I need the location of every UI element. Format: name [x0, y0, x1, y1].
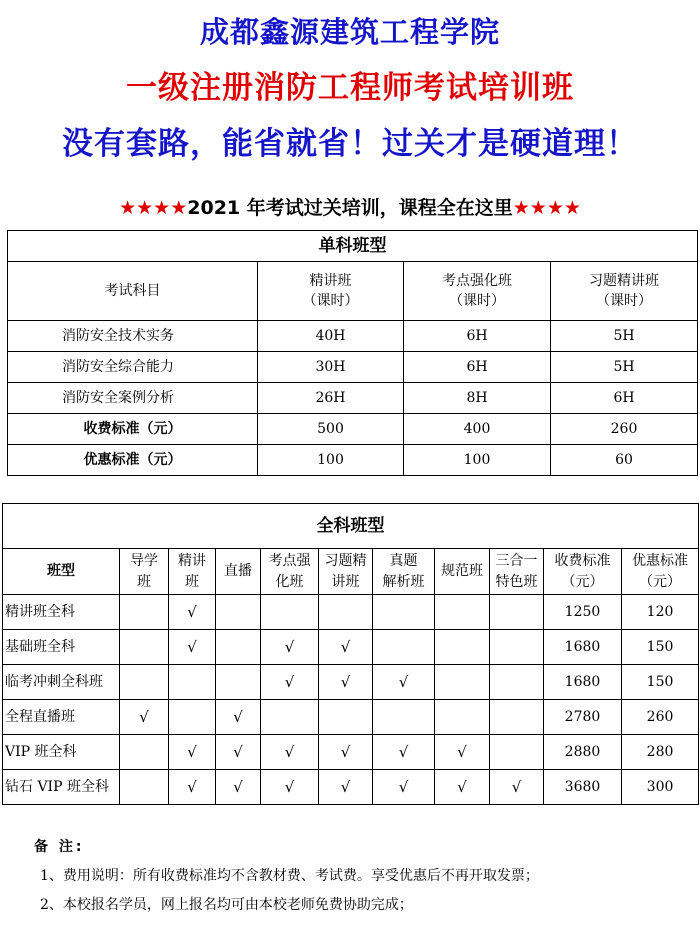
- check-cell: √: [319, 665, 373, 700]
- check-cell: [319, 595, 373, 630]
- table-row: [8, 352, 698, 383]
- hdr-line: 精讲: [178, 552, 206, 569]
- hdr-line: （元）: [639, 573, 682, 590]
- fee-cell: 2880: [544, 735, 622, 770]
- discount-cell: 150: [622, 630, 699, 665]
- single-header-row: [8, 262, 698, 321]
- full-table-title: 全科班型: [3, 504, 699, 549]
- stars-right: ★★★★: [512, 197, 581, 219]
- cell: 500: [258, 414, 404, 445]
- discount-cell: 300: [622, 770, 699, 805]
- check-cell: [435, 630, 490, 665]
- course-title: 一级注册消防工程师考试培训班: [126, 70, 574, 106]
- row-name: 精讲班全科: [3, 595, 120, 630]
- hdr-line: 导学: [130, 552, 158, 569]
- check-cell: [435, 700, 490, 735]
- fee-row: [8, 414, 698, 445]
- check-cell: [490, 630, 544, 665]
- check-cell: [490, 665, 544, 700]
- row-label: 消防安全技术实务: [8, 321, 258, 352]
- table-row: [3, 665, 699, 700]
- col-name: 考点强化班: [442, 273, 512, 289]
- check-cell: √: [261, 770, 319, 805]
- row-label: 消防安全综合能力: [8, 352, 258, 383]
- banner: [0, 193, 700, 220]
- col-subject: 考试科目: [8, 262, 258, 321]
- hdr-line: 收费标准: [554, 552, 611, 569]
- check-cell: √: [373, 665, 435, 700]
- notes-title: 备 注:: [34, 839, 85, 855]
- check-cell: [490, 700, 544, 735]
- check-cell: √: [169, 595, 216, 630]
- note-line: 2、本校报名学员，网上报名均可由本校老师免费协助完成；: [40, 897, 413, 913]
- col-fee: [544, 549, 622, 595]
- check-cell: [216, 630, 261, 665]
- col-name: 习题精讲班: [589, 273, 659, 289]
- table-row: [3, 630, 699, 665]
- cell: 60: [551, 445, 698, 476]
- check-cell: [435, 595, 490, 630]
- check-cell: [261, 595, 319, 630]
- table-row: [8, 321, 698, 352]
- check-cell: [169, 665, 216, 700]
- fee-cell: 3680: [544, 770, 622, 805]
- hdr-line: 习题精: [324, 552, 367, 569]
- check-cell: √: [319, 770, 373, 805]
- check-cell: √: [216, 770, 261, 805]
- check-cell: √: [261, 665, 319, 700]
- discount-row: [8, 445, 698, 476]
- cell: 30H: [258, 352, 404, 383]
- col-sanheyi: [490, 549, 544, 595]
- col-daoxue: [120, 549, 169, 595]
- check-cell: [261, 700, 319, 735]
- hdr-line: 真题: [389, 552, 418, 569]
- check-cell: [435, 665, 490, 700]
- row-label: 消防安全案例分析: [8, 383, 258, 414]
- check-cell: [169, 700, 216, 735]
- hdr-line: 特色班: [495, 573, 538, 590]
- row-name: 全程直播班: [3, 700, 120, 735]
- cell: 6H: [404, 352, 551, 383]
- col-zhenti: [373, 549, 435, 595]
- col-xiti: [319, 549, 373, 595]
- cell: 6H: [551, 383, 698, 414]
- check-cell: √: [216, 700, 261, 735]
- single-table-title: 单科班型: [8, 231, 698, 262]
- col-xiti: [551, 262, 698, 321]
- col-name: 精讲班: [309, 273, 352, 289]
- check-cell: √: [435, 770, 490, 805]
- check-cell: [216, 665, 261, 700]
- full-course-table: [2, 503, 699, 805]
- check-cell: [373, 700, 435, 735]
- cell: 260: [551, 414, 698, 445]
- cell: 40H: [258, 321, 404, 352]
- cell: 100: [404, 445, 551, 476]
- table-row: [3, 735, 699, 770]
- cell: 400: [404, 414, 551, 445]
- banner-text: 2021 年考试过关培训，课程全在这里: [187, 197, 513, 219]
- check-cell: √: [373, 735, 435, 770]
- fee-cell: 1680: [544, 665, 622, 700]
- check-cell: √: [169, 735, 216, 770]
- check-cell: [120, 735, 169, 770]
- note-line: 1、费用说明：所有收费标准均不含教材费、考试费。享受优惠后不再开取发票；: [40, 868, 539, 884]
- col-zhibo: 直播: [216, 549, 261, 595]
- row-label: 收费标准（元）: [8, 414, 258, 445]
- hdr-line: 考点强: [268, 552, 311, 569]
- col-guifan: 规范班: [435, 549, 490, 595]
- check-cell: √: [120, 700, 169, 735]
- cell: 6H: [404, 321, 551, 352]
- check-cell: [120, 630, 169, 665]
- full-table-body: [3, 595, 699, 805]
- col-jingjiang: [169, 549, 216, 595]
- check-cell: √: [319, 630, 373, 665]
- fee-cell: 1250: [544, 595, 622, 630]
- check-cell: [373, 595, 435, 630]
- hdr-line: 解析班: [382, 573, 425, 590]
- check-cell: [373, 630, 435, 665]
- discount-cell: 150: [622, 665, 699, 700]
- col-kaodian: [404, 262, 551, 321]
- col-kaodian: [261, 549, 319, 595]
- discount-cell: 280: [622, 735, 699, 770]
- stars-left: ★★★★: [119, 197, 188, 219]
- fee-cell: 2780: [544, 700, 622, 735]
- col-discount: [622, 549, 699, 595]
- col-unit: （课时）: [302, 293, 359, 309]
- hdr-line: 班: [185, 573, 199, 590]
- cell: 5H: [551, 352, 698, 383]
- check-cell: [216, 595, 261, 630]
- slogan: 没有套路，能省就省！过关才是硬道理！: [62, 126, 638, 162]
- col-jingjiang: [258, 262, 404, 321]
- single-subject-table: [7, 230, 698, 476]
- check-cell: [490, 735, 544, 770]
- hdr-line: 化班: [275, 573, 304, 590]
- check-cell: [120, 595, 169, 630]
- table-row: [8, 383, 698, 414]
- table-row: [3, 770, 699, 805]
- check-cell: √: [435, 735, 490, 770]
- cell: 8H: [404, 383, 551, 414]
- hdr-line: 讲班: [331, 573, 360, 590]
- check-cell: √: [261, 630, 319, 665]
- table-row: [3, 700, 699, 735]
- check-cell: √: [216, 735, 261, 770]
- col-unit: （课时）: [449, 293, 505, 309]
- cell: 5H: [551, 321, 698, 352]
- check-cell: [490, 595, 544, 630]
- cell: 100: [258, 445, 404, 476]
- hdr-line: （元）: [561, 573, 604, 590]
- check-cell: √: [490, 770, 544, 805]
- table-row: [3, 595, 699, 630]
- check-cell: [120, 770, 169, 805]
- check-cell: √: [319, 735, 373, 770]
- full-header-row: [3, 549, 699, 595]
- row-name: 钻石 VIP 班全科: [3, 770, 120, 805]
- check-cell: √: [169, 770, 216, 805]
- col-unit: （课时）: [596, 293, 652, 309]
- discount-cell: 120: [622, 595, 699, 630]
- col-type: 班型: [3, 549, 120, 595]
- check-cell: [120, 665, 169, 700]
- row-name: 临考冲刺全科班: [3, 665, 120, 700]
- hdr-line: 三合一: [495, 552, 538, 569]
- discount-cell: 260: [622, 700, 699, 735]
- row-name: 基础班全科: [3, 630, 120, 665]
- check-cell: √: [261, 735, 319, 770]
- row-name: VIP 班全科: [3, 735, 120, 770]
- check-cell: √: [373, 770, 435, 805]
- hdr-line: 优惠标准: [632, 552, 689, 569]
- hdr-line: 班: [137, 573, 151, 590]
- fee-cell: 1680: [544, 630, 622, 665]
- check-cell: √: [169, 630, 216, 665]
- row-label: 优惠标准（元）: [8, 445, 258, 476]
- school-title: 成都鑫源建筑工程学院: [199, 15, 500, 49]
- check-cell: [319, 700, 373, 735]
- cell: 26H: [258, 383, 404, 414]
